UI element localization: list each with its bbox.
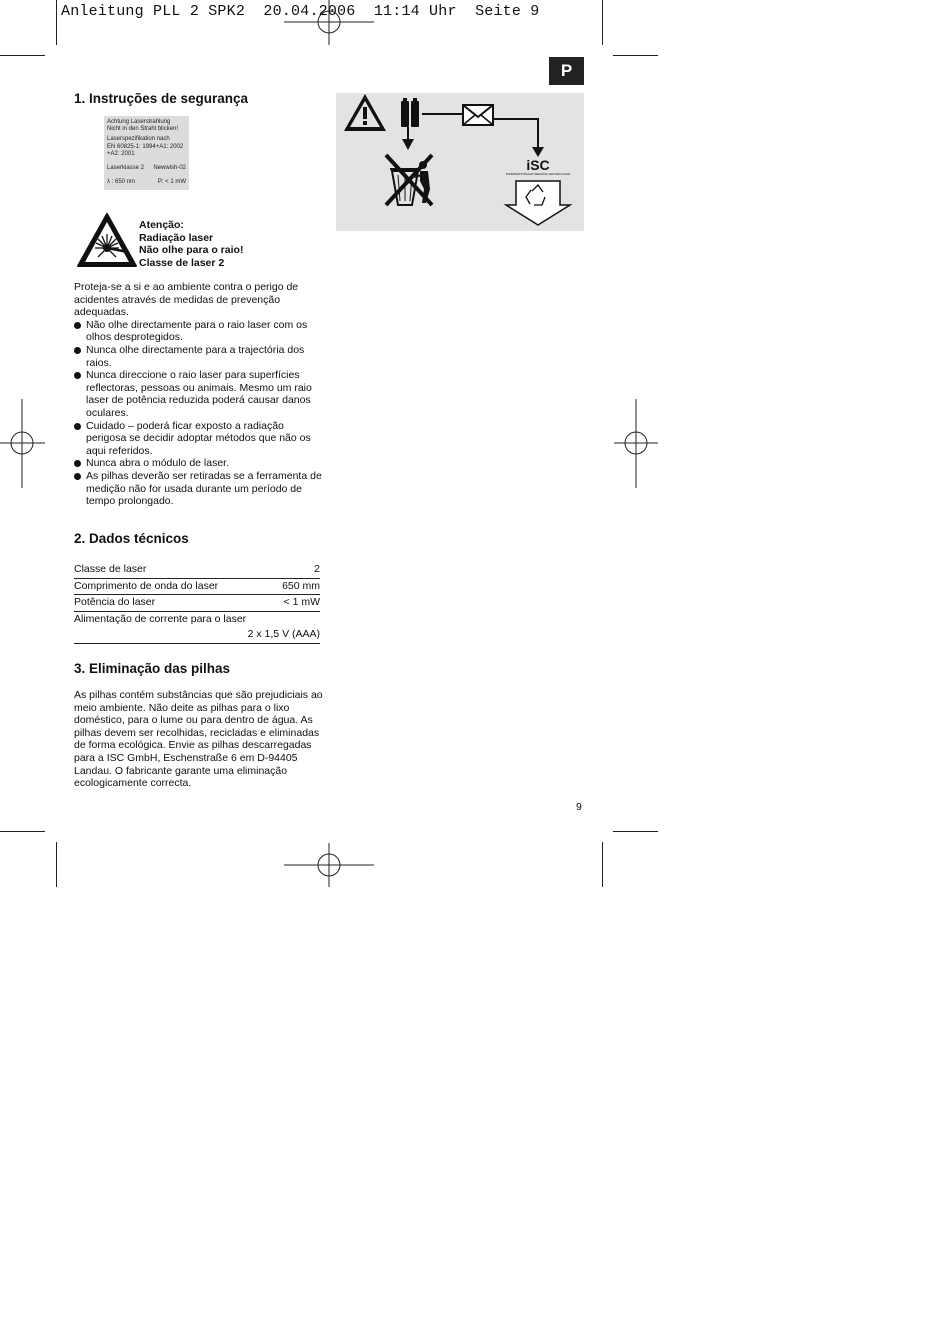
language-tab: P (549, 57, 584, 85)
table-row: Classe de laser 2 (74, 562, 320, 579)
laser-warning-text: Atenção: Radiação laser Não olhe para o raio! Classe de laser 2 (139, 219, 244, 269)
laser-label: Achtung Laserstrahlung Nicht in den Strahl blicken! Laserspezifikation nach EN 60825-1: 1994+A1: 2002 +A2: 2001 Laserklasse 2 Newwish-02 λ : 650 nm P: < 1 mW (104, 116, 189, 190)
laser-warning-icon (76, 212, 138, 268)
table-row: Potência do laser < 1 mW (74, 595, 320, 612)
crossed-out-bin-icon (386, 155, 432, 205)
print-header: Anleitung PLL 2 SPK2 20.04.2006 11:14 Uhr Seite 9 (61, 3, 540, 20)
list-item: Nunca olhe directamente para a trajectória dos raios. (74, 344, 324, 369)
isc-logo (506, 157, 570, 176)
list-item: Cuidado – poderá ficar exposto a radiação perigosa se decidir adoptar métodos que não os aqui referidos. (74, 420, 324, 458)
section-title-safety: 1. Instruções de segurança (74, 91, 249, 106)
hazard-triangle-icon (344, 94, 386, 131)
tech-data-table (74, 562, 320, 644)
list-item: Não olhe directamente para o raio laser com os olhos desprotegidos. (74, 319, 324, 344)
table-row: Comprimento de onda do laser 650 mm (74, 579, 320, 596)
table-row-value: 2 x 1,5 V (AAA) (74, 627, 320, 644)
list-item: Nunca direccione o raio laser para superfícies reflectoras, pessoas ou animais. Mesmo um raio laser de potência reduzida poderá causar danos oculares. (74, 369, 324, 419)
battery-disposal-text: As pilhas contém substâncias que são prejudiciais ao meio ambiente. Não deite as pilhas para o lixo doméstico, para o lume ou para dentro de água. As pilhas devem ser recolhidas, recicladas e eliminadas de forma ecológica. Envie as pilhas descarregadas para a ISC GmbH, Eschenstraße 6 em D-94405 Landau. O fabricante garante uma eliminação ecologicamente correcta. (74, 689, 323, 790)
svg-text:iSC: iSC (526, 157, 550, 173)
section-title-tech-data: 2. Dados técnicos (74, 531, 189, 546)
safety-list (74, 319, 324, 508)
battery-return-diagram (336, 93, 584, 231)
envelope-icon (463, 105, 493, 125)
list-item: Nunca abra o módulo de laser. (74, 457, 324, 470)
table-row: Alimentação de corrente para o laser (74, 612, 247, 625)
recycling-arrow-icon (506, 181, 570, 225)
safety-intro: Proteja-se a si e ao ambiente contra o perigo de acidentes através de medidas de prevenção adequadas. (74, 281, 299, 319)
safety-text (74, 281, 324, 508)
section-title-battery-disposal: 3. Eliminação das pilhas (74, 661, 231, 676)
list-item: As pilhas deverão ser retiradas se a ferramenta de medição não for usada durante um período de tempo prolongado. (74, 470, 324, 508)
page-number: 9 (576, 801, 582, 813)
svg-text:INTERNATIONALES SERVICE CENTER: INTERNATIONALES SERVICE CENTER GmbH (505, 172, 571, 176)
battery-icon (401, 98, 419, 127)
